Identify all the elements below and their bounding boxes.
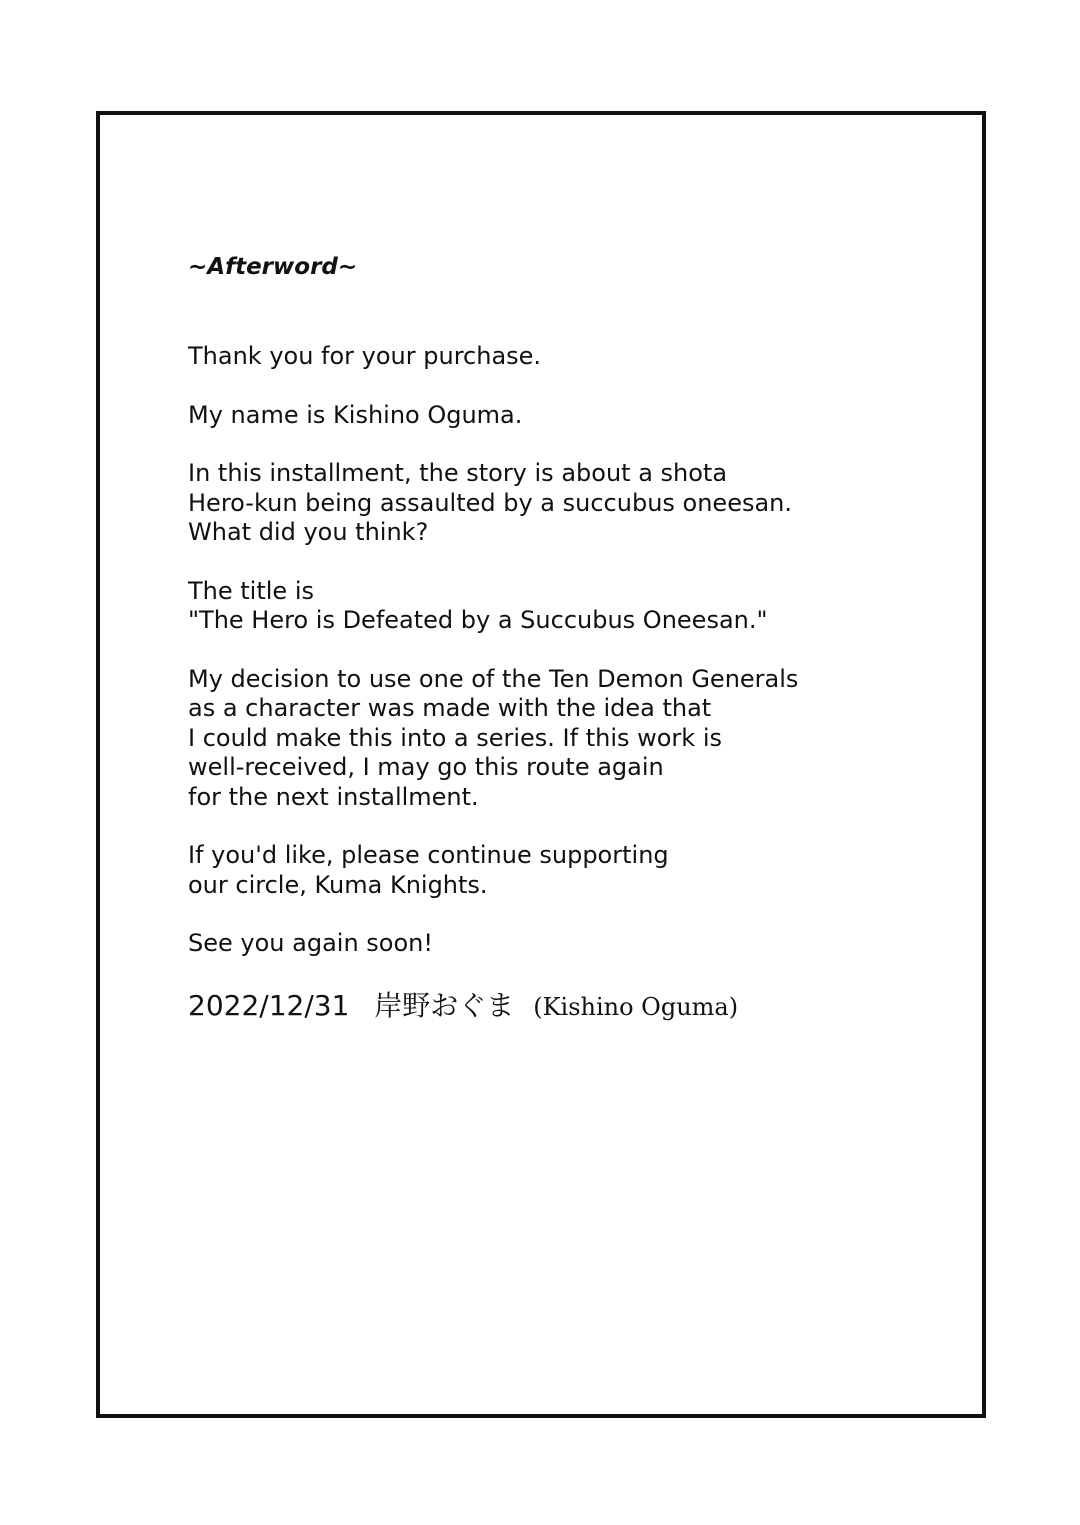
signature-name-japanese: 岸野おぐま — [374, 988, 515, 1022]
paragraph-line: If you'd like, please continue supporting — [188, 841, 669, 869]
paragraph-line: In this installment, the story is about a shota — [188, 459, 728, 487]
afterword-content — [188, 252, 948, 1025]
paragraph-line: as a character was made with the idea that — [188, 694, 712, 722]
paragraph-line: My decision to use one of the Ten Demon Generals — [188, 664, 799, 693]
paragraph-story — [188, 459, 948, 548]
paragraph-line: What did you think? — [188, 518, 429, 546]
paragraph-line: well-received, I may go this route again — [188, 753, 664, 781]
paragraph-support — [188, 841, 948, 900]
afterword-heading: ~Afterword~ — [188, 254, 358, 280]
paragraph-line: My name is Kishino Oguma. — [188, 400, 523, 429]
signature-date: 2022/12/31 — [188, 988, 350, 1022]
paragraph-line: our circle, Kuma Knights. — [188, 870, 488, 899]
paragraph-decision — [188, 665, 948, 813]
paragraph-title — [188, 577, 948, 636]
paragraph-line: for the next installment. — [188, 782, 479, 811]
paragraph-line: I could make this into a series. If this work is — [188, 723, 722, 752]
paragraph-name — [188, 401, 948, 431]
signature — [188, 988, 948, 1025]
paragraph-line: "The Hero is Defeated by a Succubus Oneesan." — [188, 606, 768, 634]
paragraph-farewell — [188, 929, 948, 959]
paragraph-line: Thank you for your purchase. — [188, 342, 542, 370]
paragraph-line: Hero-kun being assaulted by a succubus oneesan. — [188, 488, 793, 517]
signature-name-english: (Kishino Oguma) — [533, 992, 739, 1021]
paragraph-line: The title is — [188, 576, 314, 605]
paragraph-thanks — [188, 342, 948, 372]
paragraph-line: See you again soon! — [188, 929, 433, 957]
